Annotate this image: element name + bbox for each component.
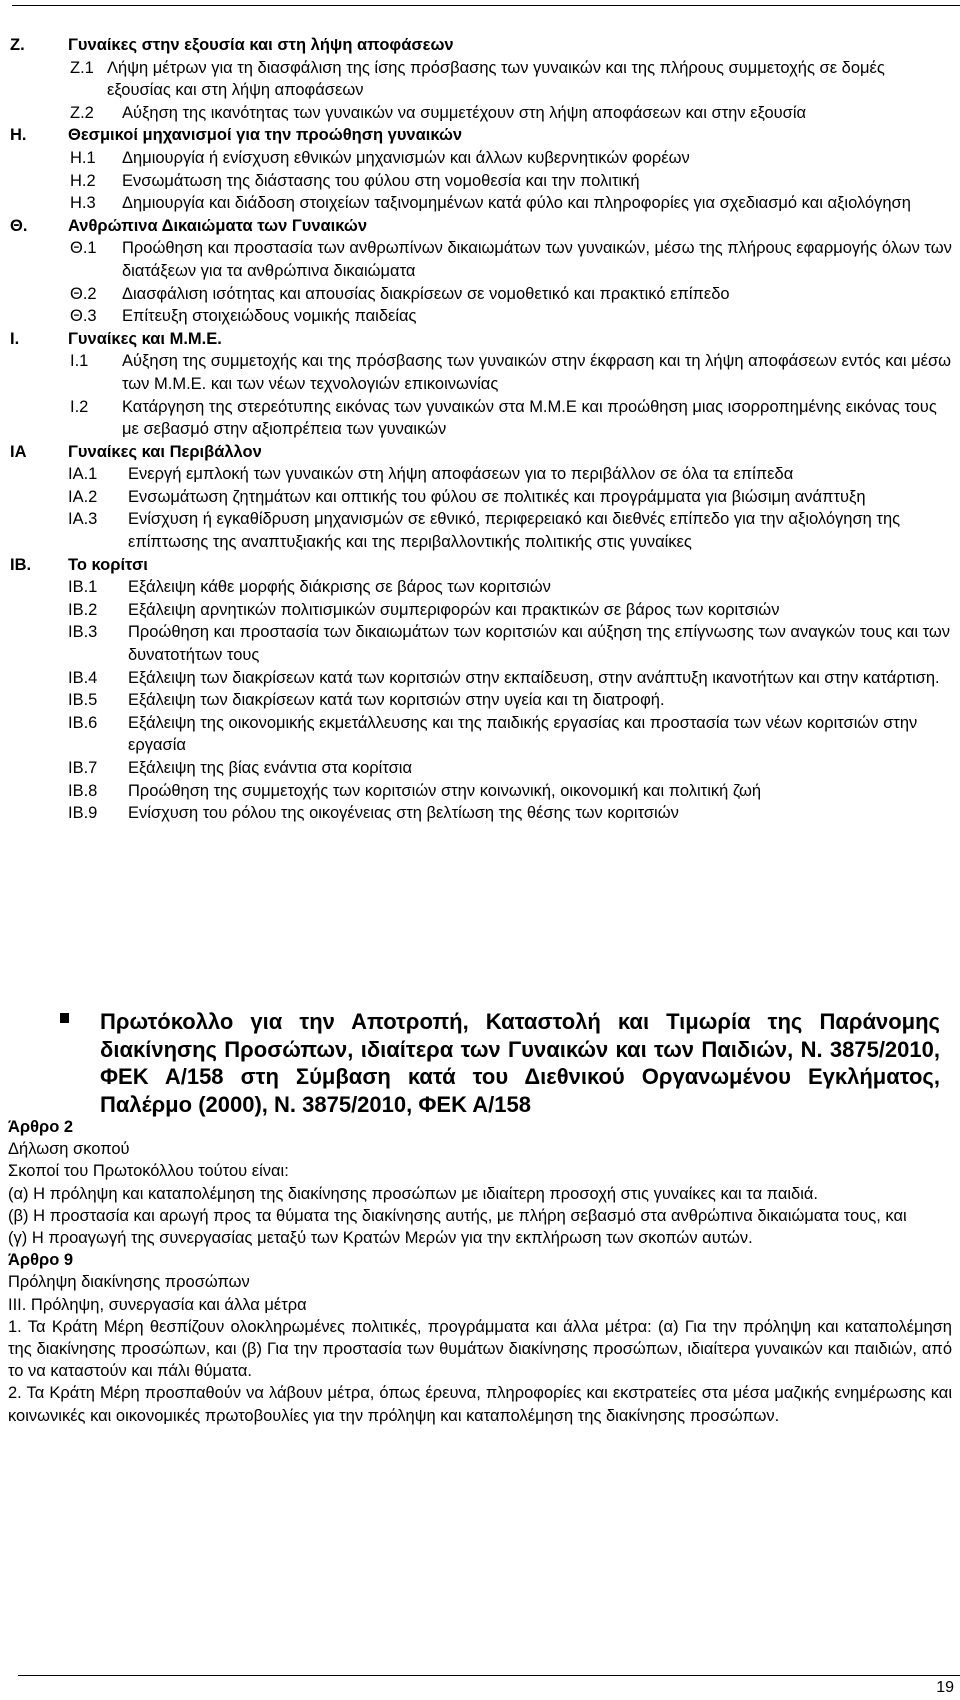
article-2-item-b: (β) Η προστασία και αρωγή προς τα θύματα της διακίνησης αυτής, με πλήρη σεβασμό στα ανθρώπινα δικαιώματα τους, και <box>8 1206 907 1225</box>
item-text: Δημιουργία και διάδοση στοιχείων ταξινομημένων κατά φύλο και πληροφορίες για σχεδιασμό και αξιολόγηση <box>122 194 911 213</box>
section-label: ΙΒ. <box>10 555 32 574</box>
top-rule <box>12 5 960 6</box>
item-label: ΙΒ.8 <box>68 781 98 800</box>
footer-rule <box>18 1675 960 1676</box>
item-label: Ζ.1 <box>70 58 94 77</box>
item-label: ΙΒ.5 <box>68 691 98 710</box>
square-bullet-icon <box>60 1013 69 1023</box>
item-text: Εξάλειψη της βίας ενάντια στα κορίτσια <box>128 759 412 777</box>
list-item <box>0 350 960 395</box>
item-label: ΙΒ.2 <box>68 600 98 619</box>
item-text: Ενσωμάτωση της διάστασης του φύλου στη νομοθεσία και την πολιτική <box>122 171 640 190</box>
list-item <box>0 57 960 102</box>
item-text: Προώθηση και προστασία των ανθρωπίνων δικαιωμάτων των γυναικών, μέσω της πλήρους εφαρμογής όλων των διατάξεων για τα ανθρώπινα δικαιώματα <box>122 239 952 280</box>
list-item <box>0 147 960 170</box>
list-item <box>0 667 960 690</box>
articles-body <box>8 1116 952 1427</box>
list-item <box>0 689 960 712</box>
item-text: Εξάλειψη της οικονομικής εκμετάλλευσης και της παιδικής εργασίας και προστασία των νέων κοριτσιών στην εργασία <box>128 713 918 755</box>
item-label: ΙΒ.7 <box>68 759 98 777</box>
item-label: Ζ.2 <box>70 103 94 122</box>
list-item <box>0 780 960 803</box>
item-label: Ι.2 <box>70 397 89 416</box>
item-text: Ενίσχυση του ρόλου της οικογένειας στη βελτίωση της θέσης των κοριτσιών <box>128 804 679 823</box>
item-text: Επίτευξη στοιχειώδους νομικής παιδείας <box>122 307 417 326</box>
item-label: Θ.2 <box>70 284 97 303</box>
section-heading <box>0 34 960 57</box>
list-item <box>0 486 960 509</box>
item-label: Θ.1 <box>70 239 97 258</box>
list-item <box>0 599 960 622</box>
item-text: Εξάλειψη των διακρίσεων κατά των κοριτσιών στην υγεία και τη διατροφή. <box>128 691 665 710</box>
section-heading <box>0 124 960 147</box>
list-item <box>0 192 960 215</box>
article-2-item-c: (γ) Η προαγωγή της συνεργασίας μεταξύ των Κρατών Μερών για την εκπλήρωση των σκοπών αυτών. <box>8 1229 753 1248</box>
page-number: 19 <box>936 1679 954 1696</box>
protocol-heading: Πρωτόκολλο για την Αποτροπή, Καταστολή και Τιμωρία της Παράνομης διακίνησης Προσώπων, ιδιαίτερα των Γυναικών και των Παιδιών, Ν. 3875/2010, ΦΕΚ Α/158 στη Σύμβαση κατά του Διεθνικού Οργανωμένου Εγκλήματος, Παλέρμο (2000), Ν. 3875/2010, ΦΕΚ Α/158 <box>100 1009 940 1117</box>
article-9-subtitle: Πρόληψη διακίνησης προσώπων <box>8 1273 250 1292</box>
item-text: Ενσωμάτωση ζητημάτων και οπτικής του φύλου σε πολιτικές και προγράμματα για βιώσιμη ανάπτυξη <box>128 487 866 506</box>
item-label: ΙΑ.2 <box>68 487 98 506</box>
section-title: Γυναίκες και Περιβάλλον <box>68 442 262 461</box>
item-text: Αύξηση της συμμετοχής και της πρόσβασης των γυναικών στην έκφραση και τη λήψη αποφάσεων εντός και μέσω των Μ.Μ.Ε. και των νέων τεχνολογιών επικοινωνίας <box>122 352 952 393</box>
item-label: ΙΒ.1 <box>68 578 98 597</box>
item-label: Ι.1 <box>70 352 89 371</box>
item-label: Θ.3 <box>70 307 97 326</box>
list-item <box>0 757 960 780</box>
list-item <box>0 102 960 125</box>
item-text: Εξάλειψη αρνητικών πολιτισμικών συμπεριφορών και πρακτικών σε βάρος των κοριτσιών <box>128 600 780 619</box>
item-label: Η.1 <box>70 148 96 167</box>
section-heading <box>0 215 960 238</box>
item-label: ΙΒ.6 <box>68 713 98 732</box>
article-2-title: Άρθρο 2 <box>8 1118 74 1136</box>
item-label: ΙΒ.3 <box>68 623 98 642</box>
item-text: Λήψη μέτρων για τη διασφάλιση της ίσης πρόσβασης των γυναικών και της πλήρους συμμετοχής σε δομές εξουσίας και στη λήψη αποφάσεων <box>107 58 885 100</box>
section-heading <box>0 328 960 351</box>
section-title: Γυναίκες και Μ.Μ.Ε. <box>68 329 222 348</box>
item-label: ΙΑ.3 <box>68 510 98 529</box>
article-2-item-a: (α) Η πρόληψη και καταπολέμηση της διακίνησης προσώπων με ιδιαίτερη προσοχή στις γυναίκες και τα παιδιά. <box>8 1184 819 1203</box>
section-title: Ανθρώπινα Δικαιώματα των Γυναικών <box>68 216 368 235</box>
outline-list <box>0 34 960 825</box>
article-9-section: ΙΙΙ. Πρόληψη, συνεργασία και άλλα μέτρα <box>8 1295 307 1314</box>
section-title: Το κορίτσι <box>68 555 148 574</box>
list-item <box>0 305 960 328</box>
article-2-intro: Σκοποί του Πρωτοκόλλου τούτου είναι: <box>8 1162 289 1181</box>
section-heading <box>0 441 960 464</box>
item-text: Εξάλειψη των διακρίσεων κατά των κοριτσιών στην εκπαίδευση, στην ανάπτυξη ικανοτήτων και στην κατάρτιση. <box>128 668 940 687</box>
item-text: Κατάργηση της στερεότυπης εικόνας των γυναικών στα Μ.Μ.Ε και προώθηση μιας ισορροπημένης εικόνας τους με σεβασμό στην αξιοπρέπεια των γυναικών <box>122 397 937 439</box>
section-label: Η. <box>10 126 27 145</box>
item-text: Διασφάλιση ισότητας και απουσίας διακρίσεων σε νομοθετικό και πρακτικό επίπεδο <box>122 284 730 303</box>
item-text: Ενίσχυση ή εγκαθίδρυση μηχανισμών σε εθνικό, περιφερειακό και διεθνές επίπεδο για την αξιολόγηση της επίπτωσης της αναπτυξιακής και της περιβαλλοντικής πολιτικής στις γυναίκες <box>128 510 901 552</box>
item-text: Ενεργή εμπλοκή των γυναικών στη λήψη αποφάσεων για το περιβάλλον σε όλα τα επίπεδα <box>128 465 794 484</box>
article-2-subtitle: Δήλωση σκοπού <box>8 1140 130 1159</box>
item-label: ΙΒ.9 <box>68 804 98 823</box>
list-item <box>0 396 960 441</box>
list-item <box>0 237 960 282</box>
section-label: Ι. <box>10 329 20 348</box>
section-title: Γυναίκες στην εξουσία και στη λήψη αποφάσεων <box>68 36 454 54</box>
item-text: Εξάλειψη κάθε μορφής διάκρισης σε βάρος των κοριτσιών <box>128 578 551 597</box>
section-label: Ζ. <box>10 36 25 54</box>
list-item <box>0 463 960 486</box>
section-title: Θεσμικοί μηχανισμοί για την προώθηση γυναικών <box>68 126 463 145</box>
list-item <box>0 621 960 666</box>
list-item <box>0 576 960 599</box>
list-item <box>0 712 960 757</box>
list-item <box>0 170 960 193</box>
article-9-title: Άρθρο 9 <box>8 1251 74 1270</box>
section-label: Θ. <box>10 216 28 235</box>
item-label: ΙΑ.1 <box>68 465 98 484</box>
article-9-paragraph-2: 2. Τα Κράτη Μέρη προσπαθούν να λάβουν μέτρα, όπως έρευνα, πληροφορίες και εκστρατείες στα μέσα μαζικής ενημέρωσης και κοινωνικές και οικονομικές πρωτοβουλίες για την πρόληψη και καταπολέμηση της διακίνησης προσώπων. <box>8 1384 952 1425</box>
section-label: ΙΑ <box>10 442 27 461</box>
list-item <box>0 283 960 306</box>
item-text: Αύξηση της ικανότητας των γυναικών να συμμετέχουν στη λήψη αποφάσεων και στην εξουσία <box>122 103 807 122</box>
item-text: Προώθηση της συμμετοχής των κοριτσιών στην κοινωνική, οικονομική και πολιτική ζωή <box>128 781 762 800</box>
item-label: ΙΒ.4 <box>68 668 98 687</box>
protocol-heading-block <box>100 1008 940 1118</box>
list-item <box>0 802 960 825</box>
item-label: Η.2 <box>70 171 96 190</box>
list-item <box>0 508 960 553</box>
item-label: Η.3 <box>70 194 96 213</box>
item-text: Δημιουργία ή ενίσχυση εθνικών μηχανισμών και άλλων κυβερνητικών φορέων <box>122 148 690 167</box>
item-text: Προώθηση και προστασία των δικαιωμάτων των κοριτσιών και αύξηση της επίγνωσης των αναγκών τους και των δυνατοτήτων τους <box>128 623 951 665</box>
article-9-paragraph-1: 1. Τα Κράτη Μέρη θεσπίζουν ολοκληρωμένες πολιτικές, προγράμματα και άλλα μέτρα: (α) Για την πρόληψη και καταπολέμηση της διακίνησης προσώπων, και (β) Για την προστασία των θυμάτων διακίνησης προσώπων, ιδιαίτερα γυναικών και παιδιών, από το να καταστούν και πάλι θύματα. <box>8 1317 952 1381</box>
section-heading <box>0 554 960 577</box>
